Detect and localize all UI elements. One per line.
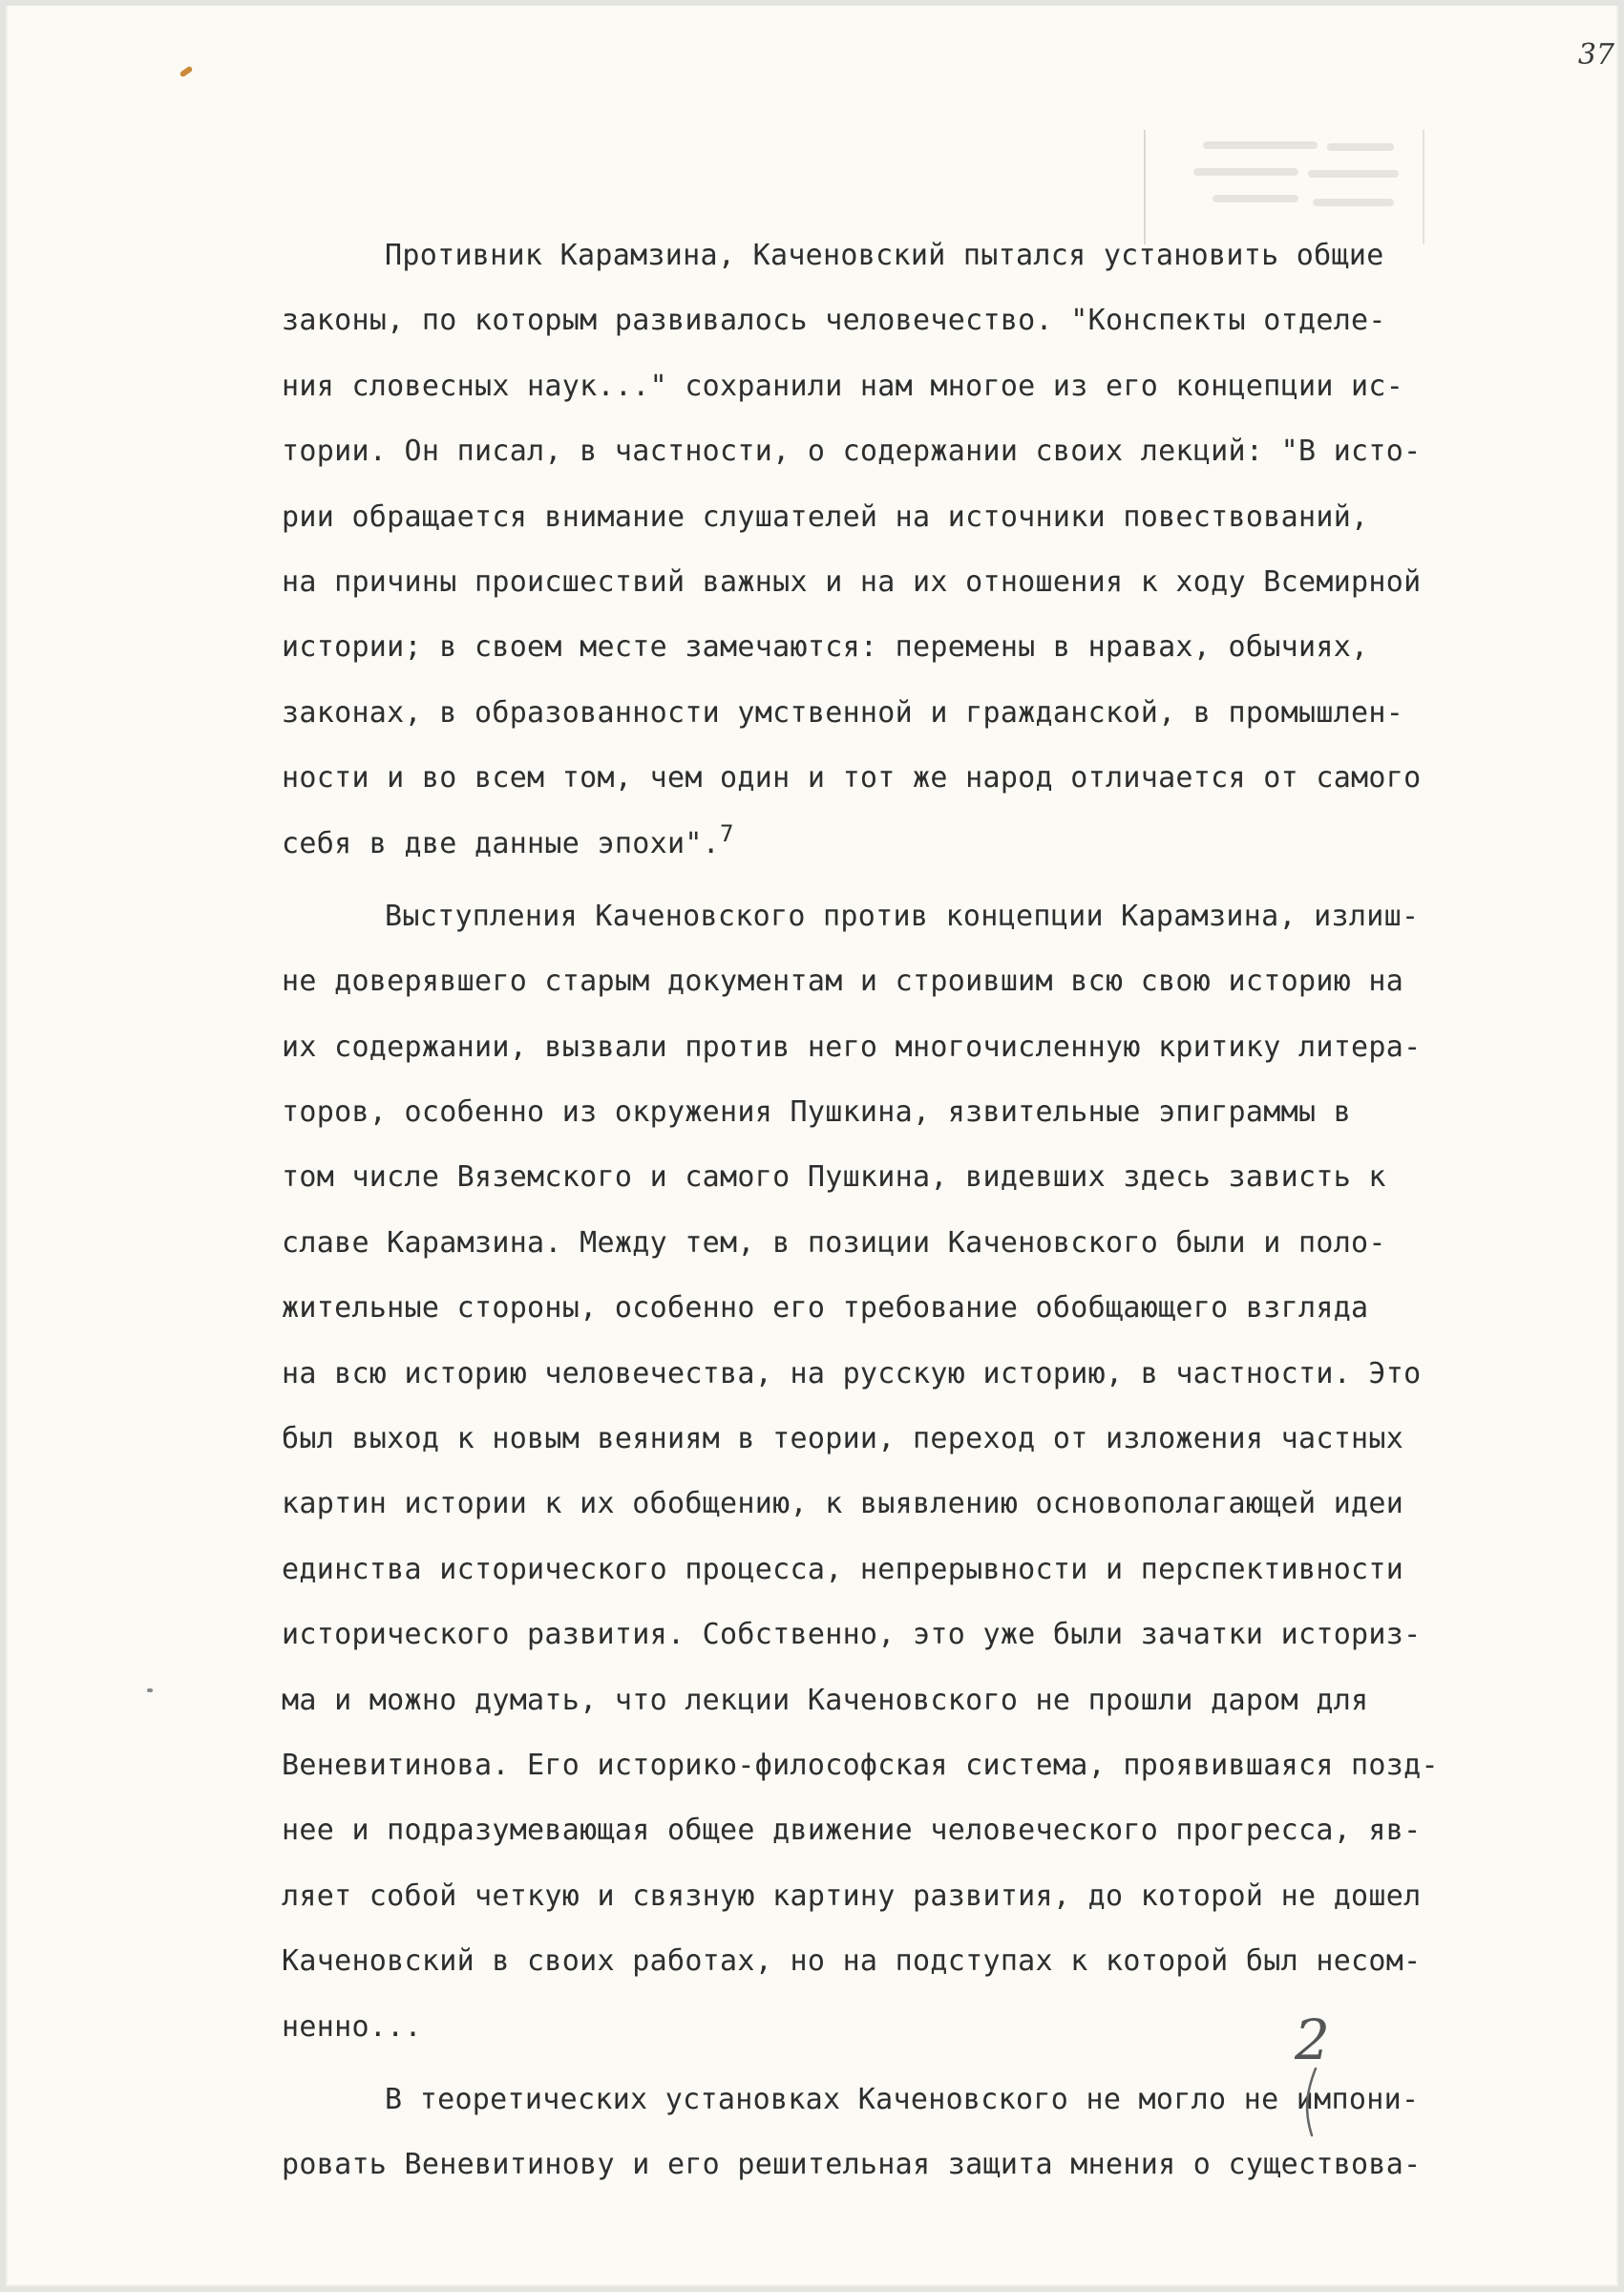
text-line: рии обращается внимание слушателей на источники повествований, (282, 499, 1369, 534)
pen-mark (179, 66, 194, 78)
text-line: Выступления Каченовского против концепции Карамзина, излиш- (385, 899, 1420, 933)
margin-dot (147, 1688, 153, 1692)
text-line: нее и подразумевающая общее движение человеческого прогресса, яв- (282, 1814, 1422, 1848)
text-line: не доверявшего старым документам и строившим всю свою историю на (282, 965, 1404, 999)
text-line: тории. Он писал, в частности, о содержании своих лекций: "В исто- (282, 435, 1422, 469)
text-line: ненно... (282, 2009, 422, 2044)
text-line: ровать Веневитинову и его решительная защита мнения о существова- (282, 2148, 1422, 2182)
text-line-with-footnote (282, 812, 1618, 877)
text-line: картин истории к их обобщению, к выявлению основополагающей идеи (282, 1487, 1404, 1521)
text-line: на причины происшествий важных и на их отношения к ходу Всемирной (282, 564, 1422, 599)
handwritten-annotation (1287, 2002, 1344, 2145)
text-line: торов, особенно из окружения Пушкина, язвительные эпиграммы в (282, 1095, 1352, 1130)
text-line: жительные стороны, особенно его требование обобщающего взгляда (282, 1291, 1369, 1326)
text-line: Противник Карамзина, Каченовский пытался установить общие (385, 239, 1384, 272)
text-line: исторического развития. Собственно, это уже были зачатки историз- (282, 1618, 1422, 1652)
text-fragment: себя в две данные эпохи". (282, 826, 721, 860)
text-line: славе Карамзина. Между тем, в позиции Каченовского были и поло- (282, 1225, 1386, 1260)
text-line: единства исторического процесса, непрерывности и перспективности (282, 1552, 1404, 1586)
text-line: ности и во всем том, чем один и тот же народ отличается от самого (282, 761, 1422, 796)
text-line: том числе Вяземского и самого Пушкина, видевших здесь зависть к (282, 1160, 1386, 1195)
text-line: Веневитинова. Его историко-философская система, проявившаяся позд- (282, 1748, 1439, 1782)
footnote-ref: 7 (720, 819, 734, 847)
document-page (8, 6, 1616, 2284)
text-line: их содержании, вызвали против него многочисленную критику литера- (282, 1029, 1422, 1064)
text-line: законах, в образованности умственной и гражданской, в промышлен- (282, 695, 1404, 730)
text-line: ляет собой четкую и связную картину развития, до которой не дошел (282, 1878, 1422, 1913)
text-line: ния словесных наук..." сохранили нам многое из его концепции ис- (282, 369, 1404, 403)
text-line: В теоретических установках Каченовского не могло не импони- (385, 2082, 1420, 2116)
text-line: истории; в своем месте замечаются: перемены в нравах, обычиях, (282, 630, 1369, 665)
handwritten-mark: 2 (1295, 2007, 1330, 2072)
text-line: Каченовский в своих работах, но на подступах к которой был несом- (282, 1944, 1422, 1979)
text-line: ма и можно думать, что лекции Каченовского не прошли даром для (282, 1683, 1369, 1717)
body-text (282, 223, 1618, 2198)
page-number: 37 (1577, 38, 1614, 72)
text-line: был выход к новым веяниям в теории, переход от изложения частных (282, 1422, 1404, 1456)
text-line: на всю историю человечества, на русскую историю, в частности. Это (282, 1356, 1422, 1390)
text-line: законы, по которым развивалось человечество. "Конспекты отделе- (282, 304, 1386, 338)
